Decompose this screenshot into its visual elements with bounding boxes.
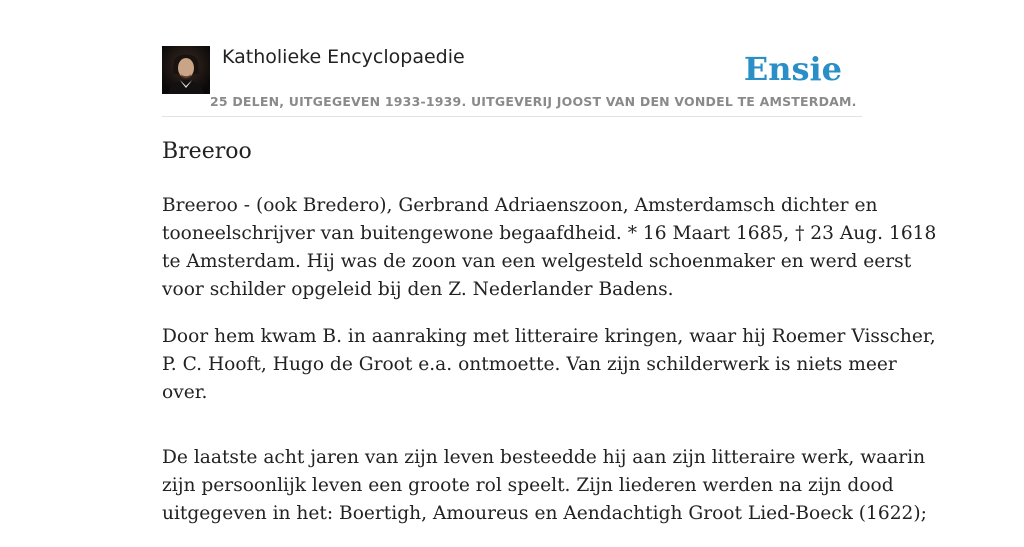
paragraph-line: P. C. Hooft, Hugo de Groot e.a. ontmoette. Van zijn schilderwerk is niets meer <box>162 354 897 375</box>
article-title: Breeroo <box>162 139 252 164</box>
article-body <box>162 192 937 547</box>
site-header <box>162 46 862 117</box>
paragraph-line: voor schilder opgeleid bij den Z. Nederlander Badens. <box>162 279 674 300</box>
article-paragraph <box>162 444 927 528</box>
brand-logo-link[interactable]: Ensie <box>743 50 842 88</box>
paragraph-line: uitgegeven in het: Boertigh, Amoureus en Aendachtigh Groot Lied-Boeck (1622); <box>162 503 927 524</box>
article-paragraph <box>162 323 936 407</box>
paragraph-line: tooneelschrijver van buitengewone begaafdheid. * 16 Maart 1685, † 23 Aug. 1618 <box>162 223 937 244</box>
paragraph-line: zijn persoonlijk leven een groote rol speelt. Zijn liederen werden na zijn dood <box>162 475 894 496</box>
paragraph-line: Door hem kwam B. in aanraking met litteraire kringen, waar hij Roemer Visscher, <box>162 326 936 347</box>
paragraph-line: over. <box>162 382 208 403</box>
site-subtitle: 25 DELEN, UITGEGEVEN 1933-1939. UITGEVERIJ JOOST VAN DEN VONDEL TE AMSTERDAM. <box>210 94 857 109</box>
site-title[interactable]: Katholieke Encyclopaedie <box>222 46 465 68</box>
paragraph-line: te Amsterdam. Hij was de zoon van een welgesteld schoenmaker en werd eerst <box>162 251 912 272</box>
portrait-avatar[interactable] <box>162 46 210 94</box>
portrait-icon <box>162 46 210 94</box>
paragraph-line: De laatste acht jaren van zijn leven besteedde hij aan zijn litteraire werk, waarin <box>162 447 926 468</box>
article-paragraph <box>162 192 937 304</box>
paragraph-line: Breeroo - (ook Bredero), Gerbrand Adriaenszoon, Amsterdamsch dichter en <box>162 195 878 216</box>
